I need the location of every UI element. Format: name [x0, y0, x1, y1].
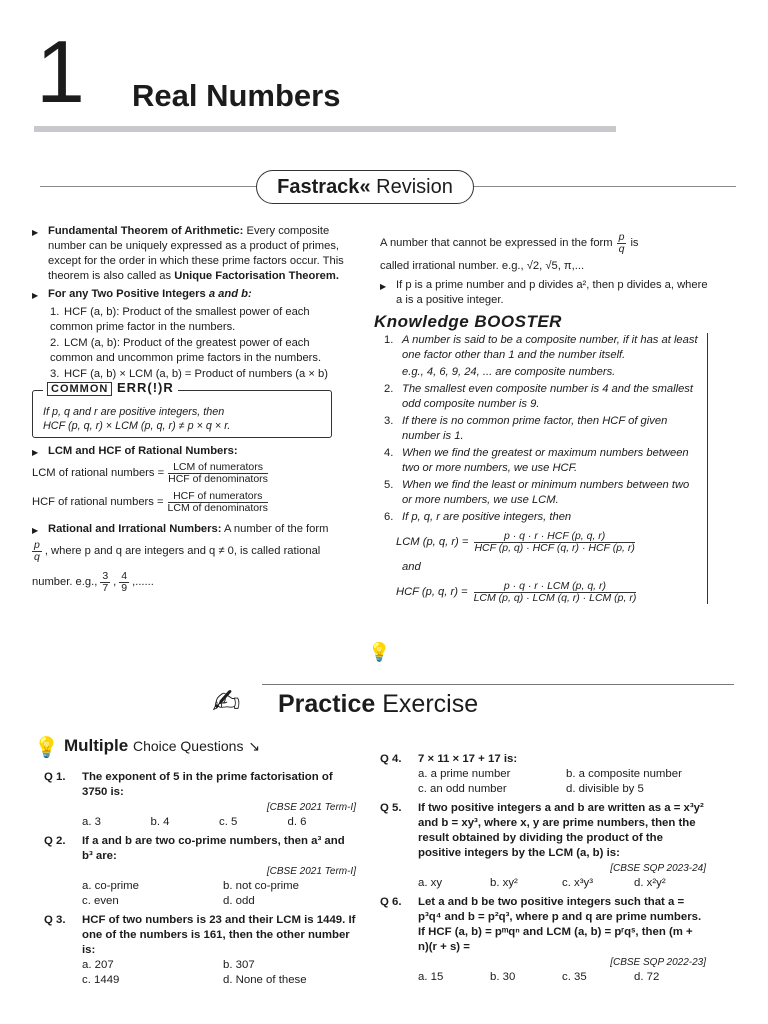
irrational-text: A number that cannot be expressed in the form [380, 237, 613, 249]
denominator: 9 [121, 582, 128, 594]
two-integers-vars: a and b: [208, 288, 252, 300]
fraction [168, 462, 268, 485]
question-text: The exponent of 5 in the prime factorisation of 3750 is: [82, 771, 333, 798]
option[interactable]: d. 6 [287, 816, 307, 828]
kb-text: e.g., 4, 6, 9, 24, ... are composite numbers. [402, 366, 616, 378]
irrational-text: is [630, 237, 639, 249]
chapter-divider [34, 126, 616, 132]
fta-text: Every composite number can be uniquely expressed as a product of primes, except for the order in which these prime factors occur. This theorem is also called as [48, 225, 344, 282]
lcm-hcf-rational-point [32, 444, 354, 459]
pencil-hand-icon: ✍ [212, 683, 241, 721]
question-source: [CBSE SQP 2022-23] [610, 957, 706, 968]
question [44, 834, 356, 909]
option[interactable]: d. divisible by 5 [566, 783, 644, 795]
common-error-line: HCF (p, q, r) × LCM (p, q, r) ≠ p × q × r. [43, 420, 231, 432]
options [82, 815, 356, 830]
fraction [32, 540, 42, 563]
revision-left-column [32, 224, 354, 594]
knowledge-booster-list [380, 333, 708, 604]
kb-number: 1. [384, 334, 394, 346]
option[interactable]: b. 307 [223, 959, 255, 971]
formula-label: HCF of rational numbers = [32, 496, 164, 508]
hcf-rational-formula [32, 491, 354, 514]
option[interactable]: c. x³y³ [562, 877, 594, 889]
kb-number: 6. [384, 511, 394, 523]
rational-irrational-point [32, 522, 354, 537]
question [44, 770, 356, 830]
denominator: LCM (p, q) · LCM (q, r) · LCM (p, r) [473, 592, 637, 604]
denominator: q [34, 551, 40, 563]
question-text: Let a and b be two positive integers such that a = p³q⁴ and b = p²q³, where p and q are prime numbers. If HCF (a, b) = pᵐqⁿ and LCM (a, b) = pʳqˢ, then (m + n)(r + s) = [418, 896, 702, 953]
option[interactable]: a. 15 [418, 971, 444, 983]
kb-item [380, 365, 699, 380]
kb-text: If there is no common prime factor, then HCF of given number is 1. [402, 415, 668, 442]
option[interactable]: d. None of these [223, 974, 307, 986]
kb-item [380, 478, 699, 508]
mcq-bold: Multiple [64, 736, 129, 755]
revision-right-column [374, 231, 708, 610]
example-label: number. e.g., [32, 576, 98, 588]
fraction [474, 581, 637, 604]
question [44, 913, 356, 988]
list-item [32, 336, 354, 366]
option[interactable]: a. 3 [82, 816, 101, 828]
options [418, 970, 706, 985]
kb-text: The smallest even composite number is 4 and the smallest odd composite number is 9. [402, 383, 694, 410]
option[interactable]: c. 1449 [82, 974, 120, 986]
fastrack-brand: Fastrack [277, 176, 360, 198]
denominator: HCF of denominators [168, 473, 268, 485]
question-text: If two positive integers a and b are written as a = x³y² and b = xy³, where x, y are prime numbers, then the result obtained by dividing the product of the positive integers by the LCM (a, b) is: [418, 802, 704, 859]
rational-heading: Rational and Irrational Numbers: [48, 523, 222, 535]
question-number: Q 6. [380, 896, 402, 908]
formula-lhs: HCF (p, q, r) = [396, 586, 468, 598]
knowledge-booster-title: Knowledge BOOSTER [374, 312, 562, 331]
denominator: 7 [102, 582, 109, 594]
prime-text: If p is a prime number and p divides a², then p divides a, where a is a positive integer. [396, 279, 708, 306]
lcm-three-formula [396, 531, 699, 554]
question-number: Q 1. [44, 771, 66, 783]
practice-exercise-heading [278, 690, 478, 719]
fraction [617, 232, 627, 255]
question-text: 7 × 11 × 17 + 17 is: [418, 753, 518, 765]
item-number: 3. [50, 368, 60, 380]
question [380, 801, 706, 891]
option[interactable]: b. 4 [150, 816, 170, 828]
numerator: 4 [121, 570, 128, 582]
mcq-word: Choice Questions [132, 738, 244, 754]
fta-heading: Fundamental Theorem of Arithmetic: [48, 225, 244, 237]
question-number: Q 2. [44, 835, 66, 847]
kb-item [380, 510, 699, 525]
chapter-title: Real Numbers [132, 78, 341, 113]
two-integers-point [32, 287, 354, 302]
hcf-three-formula [396, 581, 699, 604]
kb-item [380, 333, 699, 363]
kb-item [380, 446, 699, 476]
and-label: and [402, 561, 421, 573]
common-error-title [43, 381, 178, 396]
option[interactable]: d. odd [223, 895, 255, 907]
numerator: p [34, 539, 40, 551]
example-tail: ,...... [132, 576, 154, 588]
numerator: p · q · r · HCF (p, q, r) [474, 531, 634, 543]
fraction [119, 571, 129, 594]
kb-number: 3. [384, 415, 394, 427]
rational-example: number. e.g., $\frac{3}{7}$ , $\frac{4}{9}$ ,...... [32, 570, 154, 594]
item-text: HCF (a, b): Product of the smallest power of each common prime factor in the numbers. [50, 306, 310, 333]
option[interactable]: c. 35 [562, 971, 587, 983]
error-label: ERR(!)R [116, 380, 174, 395]
question-source: [CBSE 2021 Term-I] [266, 866, 356, 877]
practice-divider [262, 684, 734, 685]
kb-text: When we find the least or minimum numbers between two or more numbers, we use LCM. [402, 479, 690, 506]
option[interactable]: b. xy² [490, 877, 518, 889]
kb-number: 4. [384, 447, 394, 459]
question-number: Q 3. [44, 914, 66, 926]
practice-word: Exercise [382, 690, 479, 718]
item-number: 1. [50, 306, 60, 318]
formula-lhs: LCM (p, q, r) = [396, 536, 469, 548]
question-source: [CBSE 2021 Term-I] [266, 802, 356, 813]
options [418, 876, 706, 891]
questions-right-column [380, 752, 706, 989]
numerator: 3 [102, 570, 109, 582]
option[interactable]: c. an odd number [418, 783, 507, 795]
item-number: 2. [50, 337, 60, 349]
mcq-heading [64, 736, 260, 756]
irrational-example: called irrational number. e.g., √2, √5, π,... [380, 260, 585, 272]
question-number: Q 4. [380, 753, 402, 765]
numerator: HCF of numerators [168, 491, 268, 503]
option[interactable]: d. x²y² [634, 877, 666, 889]
option[interactable]: a. a prime number [418, 768, 511, 780]
list-item [32, 367, 354, 382]
kb-item [380, 414, 699, 444]
question-text: If a and b are two co-prime numbers, then a³ and b³ are: [82, 835, 345, 862]
kb-text: When we find the greatest or maximum numbers between two or more numbers, we use HCF. [402, 447, 689, 474]
kb-number: 5. [384, 479, 394, 491]
option[interactable]: d. 72 [634, 971, 660, 983]
lcm-rational-formula [32, 462, 354, 485]
common-error-box [32, 380, 332, 438]
common-label: COMMON [47, 382, 112, 396]
list-item [32, 305, 354, 335]
chapter-number: 1 [36, 22, 83, 121]
lcm-hcf-heading: LCM and HCF of Rational Numbers: [48, 445, 238, 457]
denominator: LCM of denominators [167, 502, 268, 514]
fraction [168, 491, 268, 514]
denominator: HCF (p, q) · HCF (q, r) · HCF (p, r) [474, 542, 635, 554]
fraction [100, 571, 110, 594]
option[interactable]: b. not co-prime [223, 880, 299, 892]
item-text: LCM (a, b): Product of the greatest power of each common and uncommon prime factors in the numbers. [50, 337, 322, 364]
options [82, 879, 356, 909]
fta-point [32, 224, 354, 284]
kb-number: 2. [384, 383, 394, 395]
idea-bulb-icon: 💡 [34, 737, 59, 759]
option[interactable]: b. a composite number [566, 768, 682, 780]
practice-bold: Practice [278, 690, 376, 718]
options [82, 958, 356, 988]
questions-left-column [44, 770, 356, 992]
common-error-line: If p, q and r are positive integers, then [43, 406, 225, 418]
two-integers-heading: For any Two Positive Integers [48, 288, 206, 300]
question-number: Q 5. [380, 802, 402, 814]
kb-text: A number is said to be a composite number, if it has at least one factor other than 1 and the number itself. [402, 334, 698, 361]
prime-divides-point [380, 278, 708, 308]
question [380, 895, 706, 985]
lightbulb-icon: 💡 [368, 642, 391, 662]
numerator: LCM of numerators [168, 462, 268, 474]
kb-item [380, 382, 699, 412]
kb-text: If p, q, r are positive integers, then [402, 511, 572, 523]
question-source: [CBSE SQP 2023-24] [610, 863, 706, 874]
fta-tail: Unique Factorisation Theorem. [174, 270, 339, 282]
option[interactable]: c. 5 [219, 816, 238, 828]
option[interactable]: a. co-prime [82, 880, 139, 892]
rational-text: , where p and q are integers and q ≠ 0, is called rational [44, 545, 321, 557]
denominator: q [618, 243, 625, 255]
options [418, 767, 706, 797]
fraction [474, 531, 634, 554]
option[interactable]: a. xy [418, 877, 443, 889]
question [380, 752, 706, 797]
option[interactable]: b. 30 [490, 971, 516, 983]
fastrack-mark: « [359, 176, 371, 198]
numerator: p · q · r · LCM (p, q, r) [474, 581, 637, 593]
rational-text: A number of the form [223, 523, 329, 535]
fastrack-word: Revision [376, 176, 453, 198]
question-text: HCF of two numbers is 23 and their LCM is 1449. If one of the numbers is 161, then the other number is: [82, 914, 356, 956]
irrational-definition [380, 232, 708, 255]
rational-definition [32, 540, 354, 563]
option[interactable]: c. even [82, 895, 119, 907]
option[interactable]: a. 207 [82, 959, 114, 971]
formula-label: LCM of rational numbers = [32, 467, 165, 479]
arrow-icon: ↘ [248, 738, 260, 754]
item-text: HCF (a, b) × LCM (a, b) = Product of numbers (a × b) [64, 368, 328, 380]
numerator: p [618, 231, 625, 243]
fastrack-revision-heading [256, 170, 474, 204]
